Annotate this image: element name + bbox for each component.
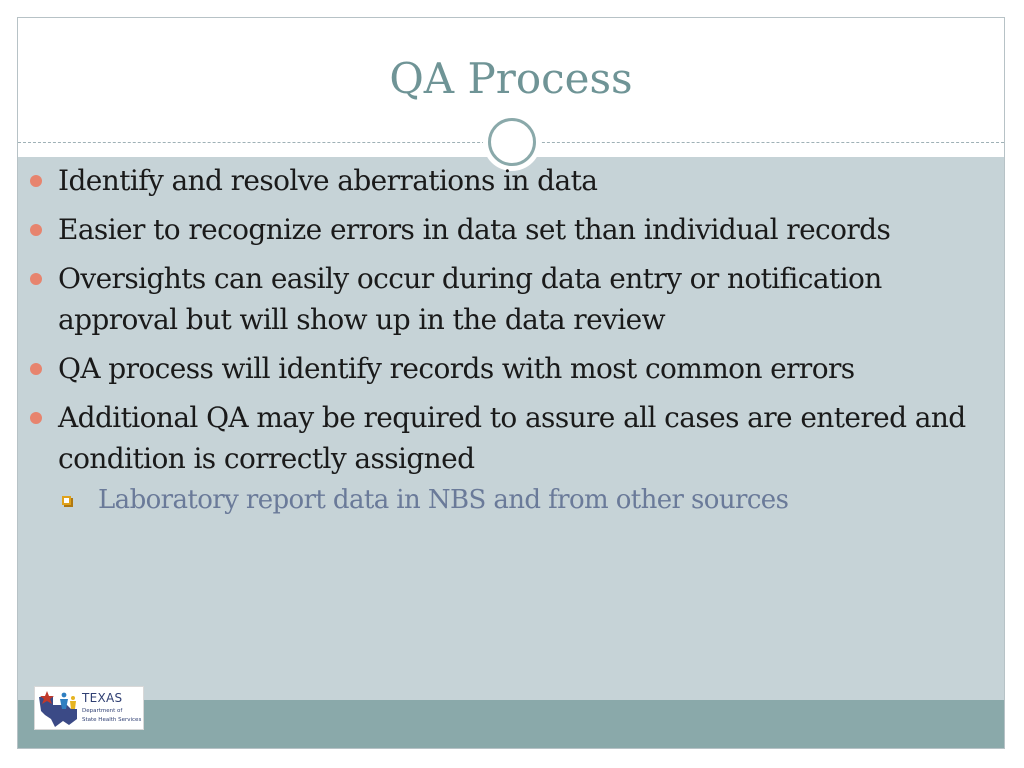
bullet-item: [30, 258, 975, 340]
ring-inner: [488, 118, 536, 166]
bullet-list: [30, 160, 975, 519]
footer-band: [18, 700, 1004, 749]
circle-bullet-icon: [30, 412, 42, 424]
circle-bullet-icon: [30, 363, 42, 375]
texas-dshs-logo: [34, 686, 144, 730]
bullet-item: [30, 209, 975, 250]
square-checkbox-bullet-icon: [62, 496, 71, 505]
bullet-item: [30, 348, 975, 389]
logo-line-2: State Health Services: [82, 717, 142, 723]
bullet-text: Identify and resolve aberrations in data: [58, 164, 598, 197]
logo-name: TEXAS: [82, 691, 123, 705]
circle-bullet-icon: [30, 175, 42, 187]
bullet-text: Easier to recognize errors in data set than individual records: [58, 213, 891, 246]
circle-bullet-icon: [30, 273, 42, 285]
circle-bullet-icon: [30, 224, 42, 236]
bullet-text: Oversights can easily occur during data entry or notification approval but will show up in the data review: [58, 262, 882, 336]
bullet-text: QA process will identify records with most common errors: [58, 352, 855, 385]
sub-bullet-text: Laboratory report data in NBS and from other sources: [98, 485, 789, 515]
bullet-text: Additional QA may be required to assure all cases are entered and condition is correctly assigned: [58, 401, 966, 475]
sub-bullet-item: [30, 481, 975, 519]
bullet-item: [30, 397, 975, 479]
logo-line-1: Department of: [82, 708, 123, 714]
slide-title: QA Process: [389, 54, 633, 103]
bullet-item: [30, 160, 975, 201]
texas-logo-icon: [37, 689, 81, 729]
